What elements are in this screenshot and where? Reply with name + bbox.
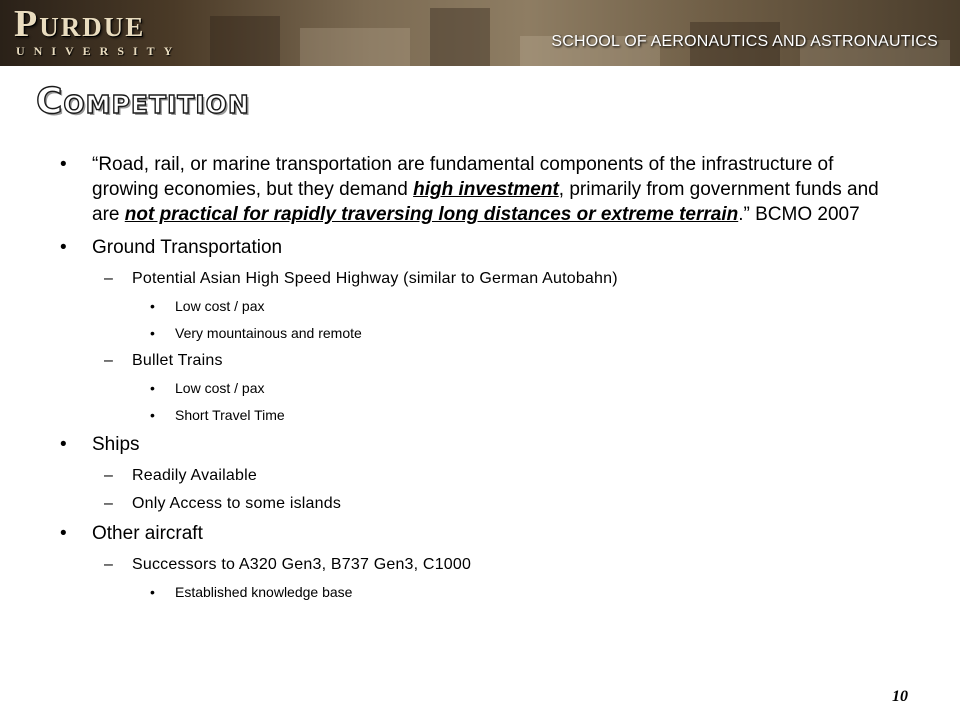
purdue-logo: Purdue <box>14 3 146 45</box>
quote-text-open: “Road, rail, or marine transportation are fundamental components of the infrastructure of growing economies, but they demand <box>92 154 834 200</box>
sub-bullet-label: Readily Available <box>132 467 257 484</box>
sub-sub-bullet-label: Low cost / pax <box>175 380 265 396</box>
bullet-icon: • <box>150 584 155 600</box>
sub-sub-bullet <box>60 405 880 425</box>
quote-text-close: .” BCMO 2007 <box>738 204 860 225</box>
bullet-label: Ground Transportation <box>92 237 283 258</box>
sub-sub-bullet-label: Very mountainous and remote <box>175 325 362 341</box>
bullet-icon: • <box>150 325 155 341</box>
campus-photo-building <box>210 16 280 66</box>
bullet-ships <box>60 432 880 457</box>
sub-bullet-label: Only Access to some islands <box>132 495 342 512</box>
bullet-icon: • <box>60 434 67 455</box>
sub-bullet-successors <box>60 554 880 576</box>
sub-bullet-label: Bullet Trains <box>132 352 223 369</box>
bullet-quote <box>60 152 880 227</box>
bullet-aircraft <box>60 521 880 546</box>
campus-photo-building <box>300 28 410 66</box>
sub-bullet <box>60 465 880 487</box>
school-name: SCHOOL OF AERONAUTICS AND ASTRONAUTICS <box>551 33 938 50</box>
sub-bullet-highway <box>60 268 880 290</box>
sub-sub-bullet <box>60 378 880 398</box>
sub-bullet-label: Successors to A320 Gen3, B737 Gen3, C1000 <box>132 556 472 573</box>
page-number: 10 <box>892 688 908 705</box>
bullet-icon: • <box>60 154 67 175</box>
bullet-label: Other aircraft <box>92 523 203 544</box>
sub-sub-bullet <box>60 296 880 316</box>
sub-bullet <box>60 493 880 515</box>
dash-icon: – <box>104 352 114 369</box>
dash-icon: – <box>104 467 114 484</box>
dash-icon: – <box>104 556 114 573</box>
sub-bullet-label: Potential Asian High Speed Highway (similar to German Autobahn) <box>132 270 618 287</box>
quote-emphasis-investment: high investment <box>413 179 559 200</box>
bullet-ground <box>60 235 880 260</box>
bullet-icon: • <box>60 523 67 544</box>
sub-sub-bullet-label: Short Travel Time <box>175 407 285 423</box>
bullet-icon: • <box>150 380 155 396</box>
bullet-label: Ships <box>92 434 140 455</box>
slide-title: Competition <box>36 81 250 122</box>
bullet-icon: • <box>150 407 155 423</box>
bullet-icon: • <box>60 237 67 258</box>
university-wordmark: UNIVERSITY <box>16 44 182 58</box>
quote-text-mid: , primarily from government funds and are <box>92 179 879 225</box>
sub-bullet-trains <box>60 350 880 372</box>
slide-body <box>60 152 880 609</box>
header-banner <box>0 0 960 66</box>
sub-sub-bullet-label: Established knowledge base <box>175 584 353 600</box>
dash-icon: – <box>104 495 114 512</box>
sub-sub-bullet <box>60 323 880 343</box>
quote-emphasis-terrain: not practical for rapidly traversing long distances or extreme terrain <box>124 204 739 225</box>
bullet-icon: • <box>150 298 155 314</box>
campus-photo-building <box>430 8 490 66</box>
sub-sub-bullet-label: Low cost / pax <box>175 298 265 314</box>
sub-sub-bullet <box>60 582 880 602</box>
dash-icon: – <box>104 270 114 287</box>
